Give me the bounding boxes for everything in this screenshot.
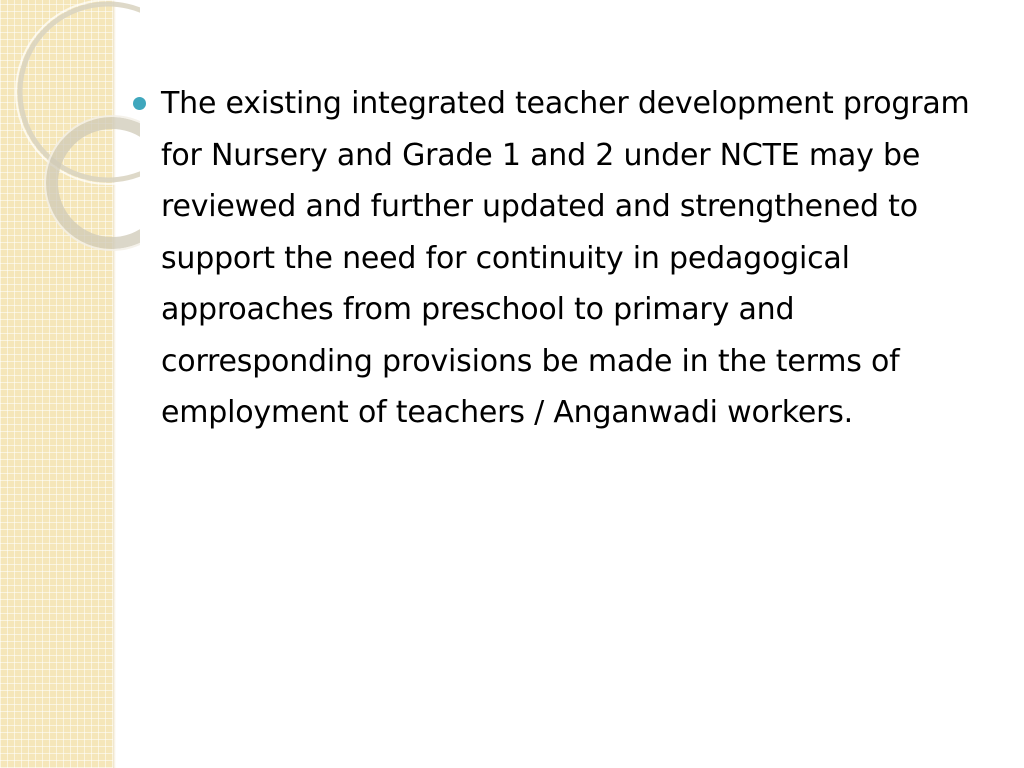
bullet-dot-icon [133, 97, 146, 110]
bullet-text: The existing integrated teacher development program for Nursery and Grade 1 and 2 under NCTE may be reviewed and further updated and strengthened to support the need for continuity in pedagogical approaches from preschool to primary and corresponding provisions be made in the terms of employment of teachers / Anganwadi workers. [161, 86, 970, 430]
decorative-side-panel [0, 0, 113, 768]
bullet-item [130, 78, 1005, 439]
side-panel-edge [113, 0, 116, 768]
slide-content [130, 78, 1005, 439]
